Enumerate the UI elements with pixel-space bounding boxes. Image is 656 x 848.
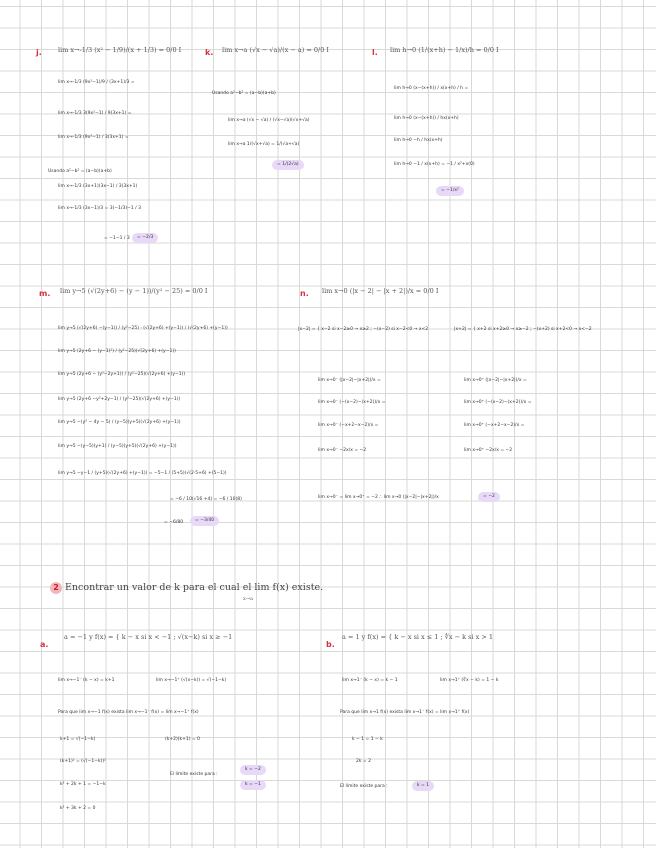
work-line: Usando a²−b² = (a−b)(a+b) xyxy=(212,91,276,96)
work-line: lim x→0⁺ (−(x−2)−(x+2))/x = xyxy=(464,400,532,405)
work-line: lim x→-1/3 (9x²−1)/9 / (3x+1)/3 = xyxy=(58,80,135,85)
work-line: k − 1 = 1 − k xyxy=(352,737,383,742)
work-line: Para que lim x→1 f(x) exista lim x→1⁻ f(x) = lim x→1⁺ f(x) xyxy=(340,710,470,715)
section-number: 2 xyxy=(50,582,62,594)
work-line: lim y→5 −(y² − 4y − 5) / (y−5)(y+5)(√(2y+6) +(y−1)) xyxy=(58,420,181,425)
work-line: lim h→0 (x−(x+h)) / hx(x+h) xyxy=(394,116,459,121)
problem-expression: lim x→a (√x − √a)/(x − a) = 0/0 I xyxy=(222,46,329,54)
problem-label: n. xyxy=(300,289,309,298)
work-line: lim x→-1/3 (3x−1)/3 = 3(−1/3)−1 / 3 xyxy=(58,206,141,211)
problem-expression: lim x→-1/3 (x² − 1/9)/(x + 1/3) = 0/0 I xyxy=(58,46,182,54)
answer-highlight: = −2/3 xyxy=(132,233,158,243)
work-line: lim x→0⁺ −2x/x = −2 xyxy=(464,448,513,453)
work-line: lim x→1⁻ (k − x) = k − 1 xyxy=(342,678,398,683)
work-line: |x−2| = { x−2 si x−2≥0 → x≥2 ; −(x−2) si x−2<0 → x<2 xyxy=(298,327,429,332)
part-label: a. xyxy=(40,640,49,649)
work-line: lim h→0 −1 / x(x+h) = −1 / x²+x(0) xyxy=(394,162,475,167)
limit-subscript: x→a xyxy=(243,596,253,602)
problem-label: l. xyxy=(372,48,378,57)
work-line: 2k = 2 xyxy=(356,759,371,764)
answer-highlight: = 1/(2√a) xyxy=(272,160,304,170)
work-line: lim x→0⁻ = lim x→0⁺ = −2 ∴ lim x→0 (|x−2|−|x+2|)/x xyxy=(318,495,439,500)
part-label: b. xyxy=(326,640,335,649)
problem-expression: lim y→5 (√(2y+6) − (y − 1))/(y² − 25) = 0/0 I xyxy=(60,287,208,295)
work-line: = −1−1 / 3 xyxy=(104,236,130,241)
section-title: Encontrar un valor de k para el cual el lim f(x) existe. xyxy=(65,582,324,593)
work-line: lim x→1⁺ (∜x − k) = 1 − k xyxy=(440,678,499,683)
work-line: lim x→-1/3 (3x+1)(3x−1) / 3(3x+1) xyxy=(58,184,138,189)
part-expression: a = −1 y f(x) = { k − x si x < −1 ; √(x−k) si x ≥ −1 xyxy=(64,633,233,641)
work-line: (k+1)² = (√(−1−k))² xyxy=(60,759,106,764)
work-line: lim x→−1⁻ (k − x) = k+1 xyxy=(58,678,115,683)
problem-expression: lim h→0 (1/(x+h) − 1/x)/h = 0/0 I xyxy=(390,46,499,54)
problem-label: j. xyxy=(36,48,42,57)
work-line: lim x→-1/3 3(9x²−1) / 9(3x+1) = xyxy=(58,111,132,116)
work-line: lim x→−1⁺ (√(x−k)) = √(−1−k) xyxy=(156,678,227,683)
work-line: lim x→0⁻ (|x−2|−|x+2|)/x = xyxy=(318,378,381,383)
work-line: k² + 3k + 2 = 0 xyxy=(60,806,96,811)
problem-label: m. xyxy=(39,289,51,298)
answer-highlight: = −1/x² xyxy=(436,186,464,196)
answer-highlight: k = −1 xyxy=(240,780,266,790)
work-line: lim y→5 (2y+6 − (y²−2y+1)) / (y²−25)(√(2y+6) +(y−1)) xyxy=(58,372,186,377)
work-line: lim x→0⁻ (−(x−2)−(x+2))/x = xyxy=(318,400,386,405)
work-line: lim y→5 (2y+6 − (y−1)²) / (y²−25)(√(2y+6) +(y−1)) xyxy=(58,349,176,354)
work-line: = −6 / 10(√16 +4) = −6 / 10(8) xyxy=(170,497,242,502)
work-line: lim x→0⁻ (−x+2−x−2)/x = xyxy=(318,423,379,428)
work-line: lim x→a 1/(√x+√a) = 1/(√a+√a) xyxy=(228,142,300,147)
problem-expression: lim x→0 (|x − 2| − |x + 2|)/x = 0/0 I xyxy=(322,287,439,295)
work-line: lim x→0⁺ (−x+2−x−2)/x = xyxy=(464,423,525,428)
work-line: lim x→0⁺ (|x−2|−|x+2|)/x = xyxy=(464,378,527,383)
problem-label: k. xyxy=(205,48,214,57)
work-line: Usando a²−b² = (a−b)(a+b) xyxy=(48,169,112,174)
work-line: El límite existe para : xyxy=(340,784,388,789)
work-line: lim y→5 −(y−5)(y+1) / (y−5)(y+5)(√(2y+6) +(y−1)) xyxy=(58,444,177,449)
work-line: lim x→-1/3 (9x²−1) / 3(3x+1) = xyxy=(58,135,129,140)
answer-highlight: k = −2 xyxy=(240,765,266,775)
work-line: lim x→a (√x − √a) / (√x−√a)(√x+√a) xyxy=(228,118,310,123)
work-line: k+1 = √(−1−k) xyxy=(60,737,96,742)
work-line: lim y→5 (2y+6 −y²+2y−1) / (y²−25)(√(2y+6) +(y−1)) xyxy=(58,397,181,402)
work-line: lim x→0⁻ −2x/x = −2 xyxy=(318,448,367,453)
work-line: lim h→0 −h / hx(x+h) xyxy=(394,138,443,143)
part-expression: a = 1 y f(x) = { k − x si x ≤ 1 ; ∜x − k si x > 1 xyxy=(342,633,494,641)
section-2-heading xyxy=(50,582,323,594)
work-line: Para que lim x→−1 f(x) exista lim x→−1⁻ f(x) = lim x→−1⁺ f(x) xyxy=(58,710,199,715)
work-line: |x+2| = { x+2 si x+2≥0 → x≥−2 ; −(x+2) si x+2<0 → x<−2 xyxy=(454,327,592,332)
work-line: = −6/80 xyxy=(164,520,184,525)
work-line: (k+2)(k+1) = 0 xyxy=(165,737,200,742)
work-line: lim h→0 (x−(x+h)) / x(x+h) / h = xyxy=(394,86,469,91)
work-line: El límite existe para : xyxy=(170,772,218,777)
work-line: lim y→5 (√(2y+6) −(y−1)) / (y²−25) · (√(2y+6) +(y−1)) / (√(2y+6) +(y−1)) xyxy=(58,326,228,331)
answer-highlight: k = 1 xyxy=(412,781,434,791)
answer-highlight: = −3/40 xyxy=(190,516,219,526)
work-line: k² + 2k + 1 = −1−k xyxy=(60,782,106,787)
answer-highlight: = −2 xyxy=(478,492,500,502)
work-line: lim y→5 −y−1 / (y+5)(√(2y+6) +(y−1)) = −5−1 / (5+5)(√(2·5+6) +(5−1)) xyxy=(58,471,227,476)
